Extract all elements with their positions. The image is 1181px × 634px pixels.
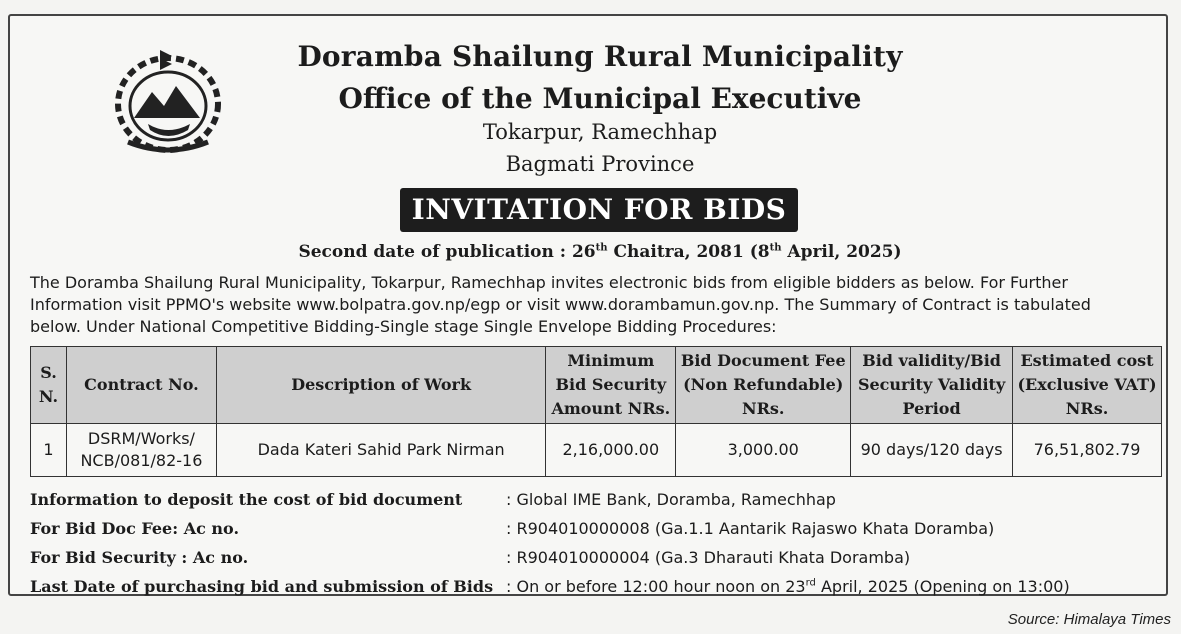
cell-sn: 1 (31, 424, 67, 477)
cell-estimated-cost: 76,51,802.79 (1013, 424, 1162, 477)
cell-bid-security: 2,16,000.00 (546, 424, 676, 477)
info-value: : On or before 12:00 hour noon on 23rd April, 2025 (Opening on 13:00) (506, 577, 1070, 596)
col-sn: S. N. (31, 347, 67, 424)
cell-doc-fee: 3,000.00 (676, 424, 851, 477)
col-bid-security: Minimum Bid Security Amount NRs. (546, 347, 676, 424)
info-label: Information to deposit the cost of bid document (30, 490, 463, 509)
info-value: : Global IME Bank, Doramba, Ramechhap (506, 490, 836, 509)
col-validity: Bid validity/Bid Security Validity Period (851, 347, 1013, 424)
col-contract-no: Contract No. (66, 347, 216, 424)
intro-line: The Doramba Shailung Rural Municipality, Tokarpur, Ramechhap invites electronic bids from eligible bidders as below. For Further (30, 273, 1068, 292)
intro-line: Information visit PPMO's website www.bolpatra.gov.np/egp or visit www.dorambamun.gov.np. The Summary of Contract is tabulated (30, 295, 1091, 314)
info-label: Last Date of purchasing bid and submission of Bids (30, 577, 494, 596)
source-caption: Source: Himalaya Times (1007, 611, 1171, 628)
publication-date: Second date of publication : 26th Chaitra, 2081 (8th April, 2025) (298, 242, 902, 262)
municipality-name: Doramba Shailung Rural Municipality (297, 40, 903, 73)
intro-line: below. Under National Competitive Bidding-Single stage Single Envelope Bidding Procedures: (30, 317, 777, 336)
office-name: Office of the Municipal Executive (338, 82, 862, 115)
col-description: Description of Work (216, 347, 545, 424)
info-value: : R904010000004 (Ga.3 Dharauti Khata Doramba) (506, 548, 911, 567)
intro-paragraph (30, 272, 1162, 338)
notice-sheet (8, 14, 1168, 596)
info-label: For Bid Security : Ac no. (30, 548, 249, 567)
col-doc-fee: Bid Document Fee (Non Refundable) NRs. (676, 347, 851, 424)
col-estimated-cost: Estimated cost (Exclusive VAT) NRs. (1013, 347, 1162, 424)
contract-table (30, 346, 1162, 477)
office-address: Tokarpur, Ramechhap (482, 120, 718, 144)
table-row (31, 424, 1162, 477)
table-header-row (31, 347, 1162, 424)
notice-title: INVITATION FOR BIDS (400, 188, 798, 232)
info-label: For Bid Doc Fee: Ac no. (30, 519, 240, 538)
cell-contract-no: DSRM/Works/ NCB/081/82-16 (66, 424, 216, 477)
info-value: : R904010000008 (Ga.1.1 Aantarik Rajaswo Khata Doramba) (506, 519, 995, 538)
province-name: Bagmati Province (505, 152, 695, 176)
cell-description: Dada Kateri Sahid Park Nirman (216, 424, 545, 477)
nepal-emblem-icon (108, 46, 228, 156)
cell-validity: 90 days/120 days (851, 424, 1013, 477)
